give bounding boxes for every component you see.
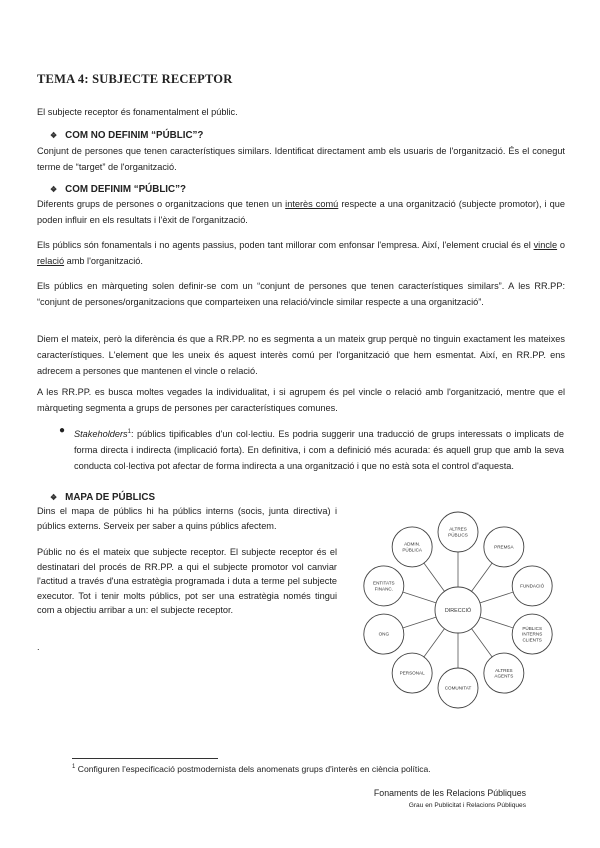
stakeholders-item: Stakeholders$^1$: públics tipificables d'un col·lectiu. Es podria suggerir una traducció de grups interessats o implicats de forma directa i indirecta (implicació forta). En definitiva, i com a definició més acurada: és aquell grup que amb la seva conducta col·lectiva pot afectar de forma indirecta a una organització i que no està sota el control d'aquesta. (74, 429, 564, 472)
heading-mapa (50, 492, 155, 503)
paragraph-marqueting: Els públics en màrqueting solen definir-se com un “conjunt de persones que tenen característiques similars”. A les RR.PP: “conjunt de persones/organitzacions que comparteixen una relació/vincle similar respecte a una organització”. (37, 281, 565, 307)
diamond-bullet-icon: ❖ (50, 493, 58, 502)
underlined-term: vincle (533, 240, 558, 250)
stray-dot: . (37, 642, 40, 652)
diagram-node-label: PREMSA (494, 544, 514, 550)
paragraph-subjecte: Públic no és el mateix que subjecte receptor. El subjecte receptor és el destinatari del procés de RR.PP. a qui el subjecte promotor vol canviar l'actitud a través d'una estratègia programada i duta a terme pel subjecte executor. Tot i tenir molts públics, pot ser una estratègia només tingui com a objectiu arribar a un: el subjecte receptor. (37, 547, 337, 615)
footer-course: Fonaments de les Relacions Públiques (373, 788, 526, 798)
diagram-node-label: PERSONAL (399, 670, 425, 676)
diagram-node-label: ENTITATS FINANC. (373, 580, 395, 592)
page-title: TEMA 4: SUBJECTE RECEPTOR (37, 72, 233, 86)
diamond-bullet-icon: ❖ (50, 131, 58, 140)
diagram-node-label: ALTRES AGENTS (494, 667, 514, 679)
stakeholders-term: Stakeholders (74, 429, 128, 440)
heading-no-definim (50, 130, 203, 141)
paragraph-definim: Diferents grups de persones o organitzacions que tenen un interès comú respecte a una organització (subjecte promotor), i que poden influir en els resultats i l'èxit de l'organització. (37, 199, 565, 225)
diagram-node-label: ONG (378, 631, 390, 637)
intro-paragraph: El subjecte receptor és fonamentalment el públic. (37, 107, 238, 117)
paragraph-fonamentals: Els públics són fonamentals i no agents passius, poden tant millorar com enfonsar l'empresa. Així, l'element crucial és el vincle o relació amb l'organització. (37, 240, 565, 266)
list-bullet-icon: ● (59, 425, 66, 436)
paragraph-individualitat: A les RR.PP. es busca moltes vegades la individualitat, i si agrupem és pel vincle o relació amb l'organització, mentre que el màrqueting segmenta a grups de persones per característiques comunes. (37, 387, 565, 413)
diagram-node-label: ADMIN. PÚBLICA (402, 541, 422, 553)
diagram-center-label: DIRECCIÓ (444, 607, 472, 614)
diagram-node-label: ALTRES PÚBLICS (448, 526, 468, 538)
heading-text: COM NO DEFINIM “PÚBLIC”? (65, 130, 204, 141)
diagram-node-label: COMUNITAT (444, 685, 472, 691)
paragraph-mapa: Dins el mapa de públics hi ha públics interns (socis, junta directiva) i públics externs. Serveix per saber a quins públics afectem. (37, 506, 337, 531)
diagram-node-label: PÚBLICS INTERNS CLIENTS (522, 625, 543, 643)
diamond-bullet-icon: ❖ (50, 185, 58, 194)
paragraph-diferencia: Diem el mateix, però la diferència és que a RR.PP. no es segmenta a un mateix grup perquè no tinguin exactament les mateixes característiques. L'element que les uneix és aquest interès comú per l'organització que hem esmentat. Així, en RR.PP. ens adrecem a persones que mantenen el vincle o relació. (37, 334, 565, 376)
heading-text: COM DEFINIM “PÚBLIC”? (65, 184, 186, 195)
stakeholder-map-diagram (360, 505, 560, 715)
footnote-separator (72, 758, 218, 759)
diagram-node-label: FUNDACIÓ (520, 583, 545, 589)
footer-degree: Grau en Publicitat i Relacions Públiques (408, 802, 526, 809)
underlined-term: interès comú (285, 199, 339, 209)
underlined-term: relació (37, 256, 65, 266)
heading-text: MAPA DE PÚBLICS (65, 492, 155, 503)
paragraph-no-definim: Conjunt de persones que tenen característiques similars. Identificat directament amb els usuaris de l'organització. És el conegut terme de “target” de l'organització. (37, 146, 565, 172)
heading-definim (50, 184, 186, 195)
footnote-ref: 1 (127, 429, 131, 435)
footnote: $^1$ Configuren l'especificació postmodernista dels anomenats grups d'interès en ciència política. (72, 764, 431, 774)
